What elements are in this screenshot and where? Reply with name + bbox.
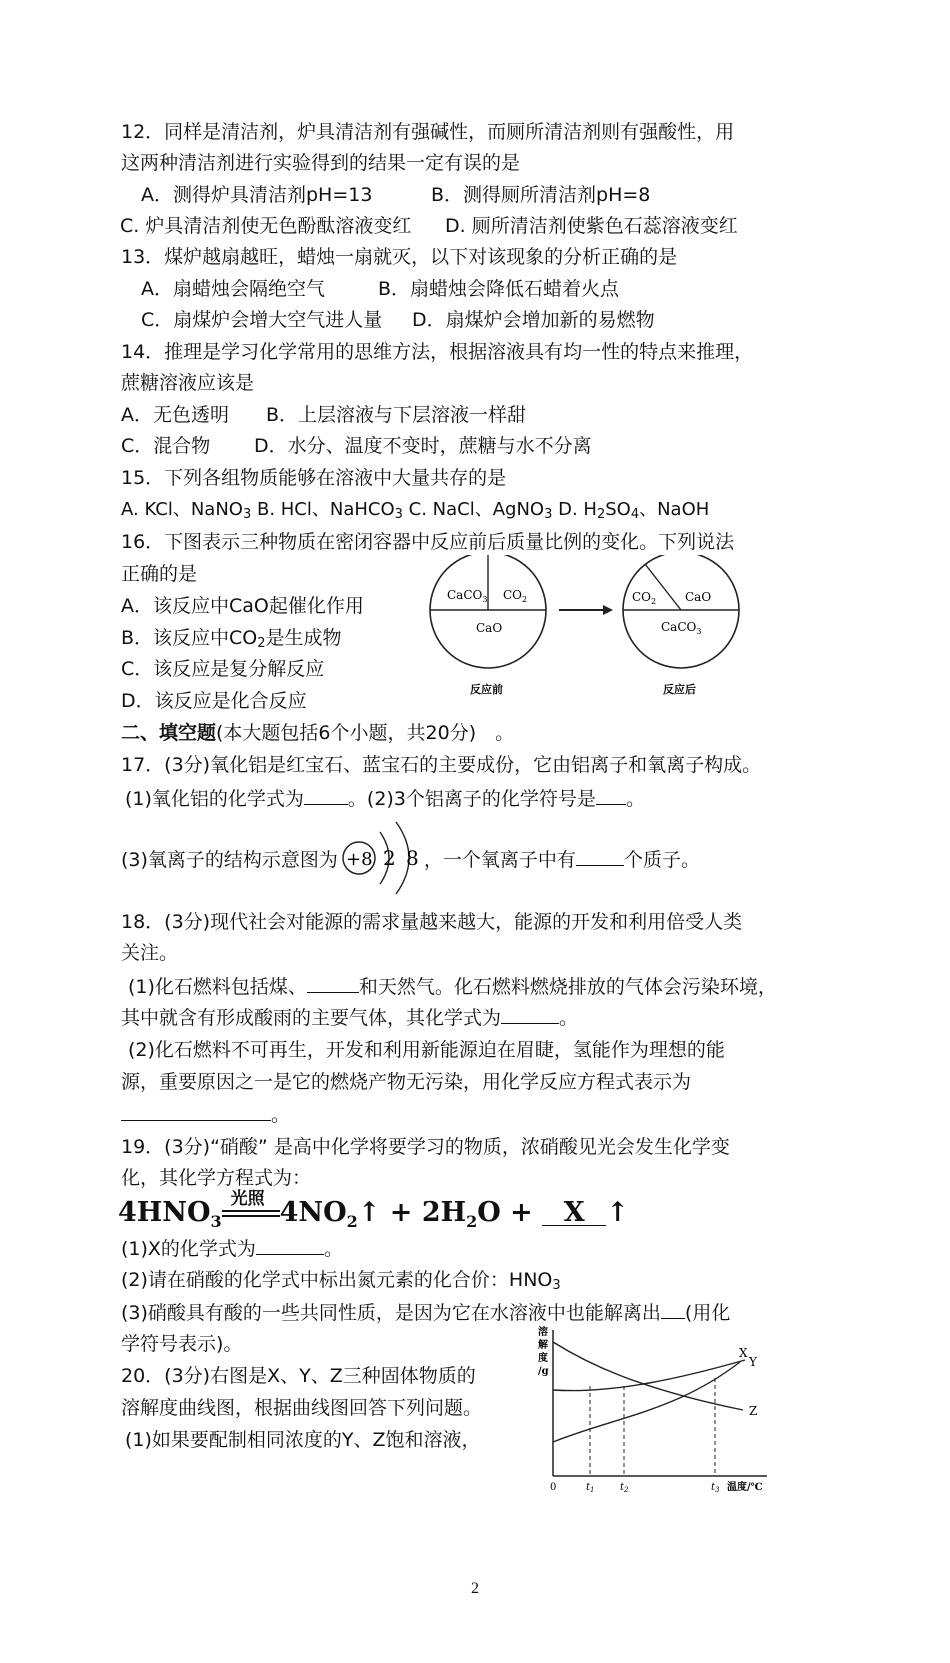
- q18-part1: (1)化石燃料包括煤、 和天然气。化石燃料燃烧排放的气体会污染环境，: [128, 976, 777, 998]
- q16-stem-line1: 16．下图表示三种物质在密闭容器中反应前后质量比例的变化。下列说法: [121, 531, 735, 553]
- q18-stem-line1: 18．(3分)现代社会对能源的需求量越来越大，能源的开发和利用倍受人类: [121, 911, 743, 933]
- q19-stem-line2: 化，其化学方程式为：: [121, 1167, 312, 1189]
- t3-tick-label: $t_3$: [711, 1482, 720, 1494]
- q19-stem-line1: 19．(3分)“硝酸” 是高中化学将要学习的物质，浓硝酸见光会发生化学变: [121, 1136, 730, 1158]
- q12-option-b: B．测得厕所清洁剂pH=8: [431, 184, 651, 206]
- before-caco3-label: CaCO$_3$: [447, 588, 488, 604]
- q20-line3: (1)如果要配制相同浓度的Y、Z饱和溶液，: [125, 1429, 481, 1451]
- q12-stem-line2: 这两种清洁剂进行实验得到的结果一定有误的是: [121, 152, 521, 174]
- q17-blank-formula[interactable]: [304, 786, 348, 805]
- q16-option-a: A．该反应中CaO起催化作用: [121, 595, 364, 617]
- q16-stem-line2: 正确的是: [121, 563, 198, 585]
- q14-option-b: B．上层溶液与下层溶液一样甜: [266, 404, 527, 426]
- before-co2-label: $CO_2$: [503, 588, 528, 604]
- q19-part1: (1)X的化学式为 。: [121, 1238, 343, 1260]
- nucleus-charge: +8: [346, 849, 373, 870]
- q19-blank-ion-symbol[interactable]: [661, 1300, 685, 1319]
- page-number: 2: [471, 1580, 479, 1597]
- section2-heading: [121, 721, 514, 745]
- q18-stem-line2: 关注。: [121, 942, 179, 964]
- solubility-curve-graph: [535, 1322, 775, 1497]
- q12-option-d: D. 厕所清洁剂使紫色石蕊溶液变红: [445, 215, 738, 237]
- q19-blank-x-formula[interactable]: [256, 1236, 324, 1255]
- q18-part2-line2: 源，重要原因之一是它的燃烧产物无污染，用化学反应方程式表示为: [121, 1071, 692, 1093]
- q13-stem: 13．煤炉越扇越旺，蜡烛一扇就灭，以下对该现象的分析正确的是: [121, 246, 678, 268]
- q19-part3-line1: (3)硝酸具有酸的一些共同性质，是因为它在水溶液中也能解离出 (用化: [121, 1302, 731, 1324]
- q17-blank-protons[interactable]: [576, 847, 624, 866]
- shell2-electrons: 8: [406, 846, 419, 870]
- q17-stem: 17．(3分)氧化铝是红宝石、蓝宝石的主要成份，它由铝离子和氧离子构成。: [121, 754, 762, 776]
- q18-part2-line1: (2)化石燃料不可再生，开发和利用新能源迫在眉睫，氢能作为理想的能: [128, 1039, 725, 1061]
- q18-blank-gas-formula[interactable]: [501, 1005, 559, 1024]
- q18-part1b: 其中就含有形成酸雨的主要气体，其化学式为 。: [121, 1007, 579, 1029]
- after-caco3-label: CaCO$_3$: [661, 620, 702, 636]
- q16-option-b: B．该反应中$CO_2$是生成物: [121, 627, 342, 651]
- q17-part1: (1)氧化铝的化学式为 。(2)3个铝离子的化学符号是 。: [125, 788, 645, 810]
- equation-condition: 光照: [222, 1204, 280, 1224]
- q19-part2: (2)请在硝酸的化学式中标出氮元素的化合价：$HNO_3$: [121, 1269, 561, 1293]
- q14-option-d: D．水分、温度不变时，蔗糖与水不分离: [254, 435, 592, 457]
- q16-option-d: D．该反应是化合反应: [121, 690, 307, 712]
- q20-line2: 溶解度曲线图，根据曲线图回答下列问题。: [121, 1397, 483, 1419]
- q18-blank-fuel[interactable]: [307, 974, 359, 993]
- q15-option-c: C. NaCl、AgNO$_3$: [402, 499, 553, 522]
- q12-option-c: C. 炉具清洁剂使无色酚酞溶液变红: [120, 215, 412, 237]
- before-caption: 反应前: [470, 683, 503, 696]
- q15-options: [121, 498, 709, 522]
- equation-unknown-x: X: [542, 1201, 606, 1226]
- curve-z-label: Z: [749, 1404, 758, 1418]
- section2-title: 二、填空题: [121, 722, 217, 744]
- y-axis-label: 溶 解 度 /g: [538, 1327, 549, 1377]
- origin-label: 0: [550, 1482, 557, 1493]
- q14-option-a: A．无色透明: [121, 404, 229, 426]
- oxygen-ion-structure-diagram: [340, 820, 435, 900]
- q14-stem-line2: 蔗糖溶液应该是: [121, 372, 255, 394]
- q16-reaction-figure: [425, 555, 770, 700]
- q13-option-b: B．扇蜡烛会降低石蜡着火点: [378, 278, 620, 300]
- q16-option-c: C．该反应是复分解反应: [121, 658, 325, 680]
- q14-stem-line1: 14．推理是学习化学常用的思维方法，根据溶液具有均一性的特点来推理，: [121, 341, 754, 363]
- after-caption: 反应后: [663, 683, 696, 696]
- shell1-electrons: 2: [383, 846, 396, 870]
- q18-part2-line3: 。: [121, 1102, 290, 1127]
- q12-option-a: A．测得炉具清洁剂pH=13: [141, 184, 373, 206]
- q15-option-b: B. HCl、NaHCO$_3$: [251, 499, 403, 522]
- before-cao-label: CaO: [476, 621, 503, 635]
- q13-option-d: D．扇煤炉会增加新的易燃物: [412, 309, 655, 331]
- q12-stem-line1: 12．同样是清洁剂，炉具清洁剂有强碱性，而厕所清洁剂则有强酸性，用: [121, 121, 735, 143]
- reaction-arrow: [559, 605, 613, 615]
- before-pie: [430, 555, 546, 668]
- section2-desc: (本大题包括6个小题，共20分) 。: [216, 722, 515, 744]
- x-axis-label: 温度/℃: [727, 1482, 763, 1493]
- q15-option-d: D. $H_2SO_4$、NaOH: [552, 499, 710, 522]
- after-pie: [623, 555, 739, 668]
- curve-x: [553, 1362, 740, 1442]
- t2-tick-label: $t_2$: [620, 1482, 629, 1494]
- curve-y-label: Y: [749, 1355, 757, 1369]
- after-cao-label: CaO: [685, 590, 712, 604]
- q19-part3-line2: 学符号表示)。: [121, 1333, 243, 1355]
- q13-option-c: C．扇煤炉会增大空气进人量: [141, 309, 383, 331]
- q15-option-a: A. KCl、NaNO$_3$: [121, 499, 252, 522]
- curve-x-label: X: [739, 1346, 748, 1360]
- q20-line1: 20．(3分)右图是X、Y、Z三种固体物质的: [121, 1365, 476, 1387]
- q14-option-c: C．混合物: [121, 435, 211, 457]
- after-co2-label: $CO_2$: [632, 590, 657, 606]
- q17-part3: (3)氧离子的结构示意图为 ，一个氧离子中有 个质子。: [121, 849, 700, 871]
- t1-tick-label: $t_1$: [586, 1482, 595, 1494]
- nitric-acid-equation: $4HNO_3$ 光照 $4NO_2↑ + 2H_2O + X$ ↑: [118, 1188, 629, 1231]
- q15-stem: 15．下列各组物质能够在溶液中大量共存的是: [121, 467, 507, 489]
- q18-blank-equation[interactable]: [121, 1102, 271, 1121]
- q17-blank-ion[interactable]: [596, 786, 626, 805]
- q13-option-a: A．扇蜡烛会隔绝空气: [141, 278, 325, 300]
